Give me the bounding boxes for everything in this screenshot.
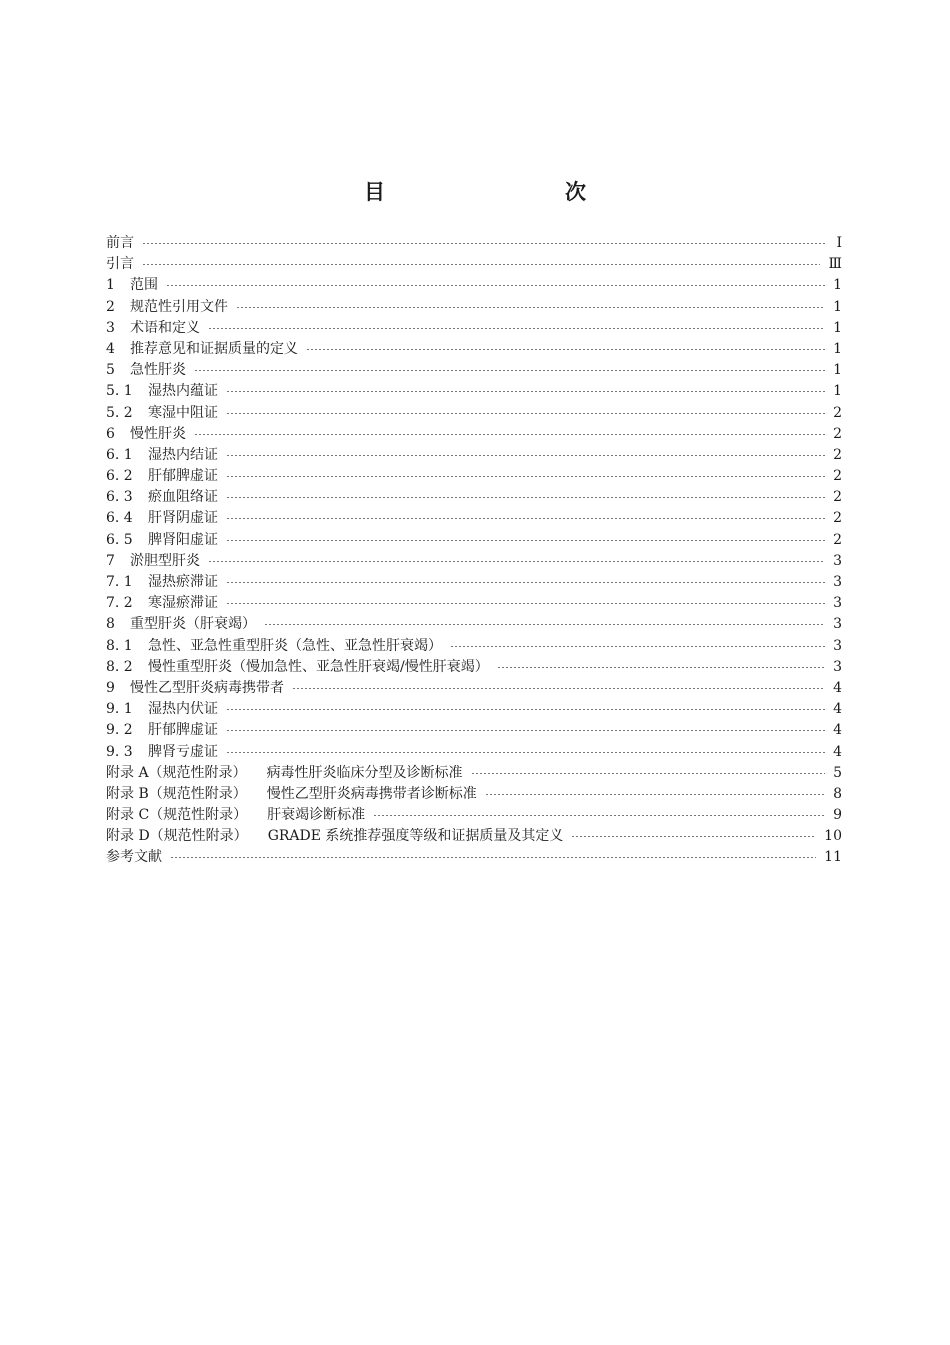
toc-page-number: 2	[833, 468, 842, 485]
toc-entry-title: 慢性重型肝炎（慢加急性、亚急性肝衰竭/慢性肝衰竭）	[148, 658, 489, 675]
toc-entry[interactable]	[106, 636, 842, 657]
toc-entry[interactable]	[106, 233, 842, 254]
toc-entry[interactable]	[106, 381, 842, 402]
toc-entry[interactable]	[106, 657, 842, 678]
dot-leader	[571, 836, 816, 837]
dot-leader	[226, 413, 825, 414]
toc-appendix-label: 附录 D（规范性附录）	[106, 828, 248, 845]
toc-page-number: 1	[833, 362, 842, 379]
toc-page-number: 3	[833, 595, 842, 612]
toc-entry-number: 6	[106, 425, 115, 442]
toc-page-number: 1	[833, 319, 842, 336]
toc-page-number: 4	[833, 679, 842, 696]
dot-leader	[471, 773, 826, 774]
toc-entry-title: 病毒性肝炎临床分型及诊断标准	[266, 764, 463, 781]
toc-page-number: 11	[824, 849, 842, 866]
toc-entry-number: 5. 1	[106, 383, 133, 400]
dot-leader	[226, 476, 825, 477]
toc-page-number: 5	[833, 764, 842, 781]
toc-entry-number: 6. 1	[106, 446, 133, 463]
toc-page-number: 4	[833, 743, 842, 760]
toc-entry-title: 肝郁脾虚证	[148, 468, 218, 485]
toc-entry-title: 寒湿瘀滞证	[148, 595, 218, 612]
dot-leader	[226, 730, 825, 731]
toc-entry-title: 湿热内蕴证	[148, 383, 218, 400]
dot-leader	[264, 624, 825, 625]
dot-leader	[373, 815, 825, 816]
toc-entry-title: 寒湿中阻证	[148, 404, 218, 421]
toc-page-number: 1	[833, 277, 842, 294]
toc-page-number: 10	[824, 828, 842, 845]
toc-entry-number: 9. 3	[106, 743, 133, 760]
dot-leader	[226, 709, 825, 710]
toc-entry-title: 慢性乙型肝炎病毒携带者诊断标准	[266, 785, 477, 802]
toc-entry[interactable]	[106, 487, 842, 508]
dot-leader	[226, 603, 825, 604]
toc-entry[interactable]	[106, 445, 842, 466]
dot-leader	[226, 497, 825, 498]
toc-page-number: 1	[833, 383, 842, 400]
toc-entry-title: 引言	[106, 256, 134, 273]
toc-entry[interactable]	[106, 254, 842, 275]
dot-leader	[208, 328, 825, 329]
toc-page-number: 2	[833, 446, 842, 463]
toc-entry-title: 慢性肝炎	[130, 425, 186, 442]
dot-leader	[208, 561, 825, 562]
toc-entry-number: 7. 2	[106, 595, 133, 612]
dot-leader	[142, 264, 820, 265]
toc-entry[interactable]	[106, 530, 842, 551]
toc-entry-title: 前言	[106, 235, 134, 251]
dot-leader	[485, 794, 825, 795]
toc-entry-title: 急性、亚急性重型肝炎（急性、亚急性肝衰竭）	[148, 637, 442, 654]
toc-page-number: 3	[833, 552, 842, 569]
dot-leader	[226, 518, 825, 519]
dot-leader	[194, 370, 825, 371]
toc-entry-title: GRADE 系统推荐强度等级和证据质量及其定义	[267, 828, 564, 845]
toc-entry-title: 重型肝炎（肝衰竭）	[130, 616, 256, 633]
toc-page-number: 3	[833, 637, 842, 654]
toc-entry-number: 5	[106, 362, 115, 379]
toc-entry-title: 肝衰竭诊断标准	[267, 807, 366, 824]
dot-leader	[194, 434, 825, 435]
toc-entry[interactable]	[106, 572, 842, 593]
dot-leader	[226, 540, 825, 541]
table-of-contents	[106, 233, 842, 869]
dot-leader	[170, 857, 816, 858]
toc-entry[interactable]	[106, 360, 842, 381]
toc-page-number: 3	[833, 574, 842, 590]
toc-entry-title: 术语和定义	[130, 319, 200, 336]
toc-entry-number: 7	[106, 552, 115, 569]
toc-entry[interactable]	[106, 847, 842, 868]
toc-entry-number: 4	[106, 340, 115, 357]
toc-appendix-label: 附录 C（规范性附录）	[106, 807, 248, 824]
toc-entry-number: 6. 4	[106, 510, 133, 527]
toc-entry-number: 3	[106, 319, 115, 336]
toc-page-number: 4	[833, 722, 842, 739]
toc-page-number: Ⅰ	[836, 235, 842, 251]
toc-page-number: 4	[833, 701, 842, 718]
toc-entry-title: 瘀血阻络证	[148, 489, 218, 506]
dot-leader	[306, 349, 825, 350]
toc-entry-number: 6. 2	[106, 468, 133, 485]
toc-entry-title: 急性肝炎	[130, 362, 186, 379]
toc-entry[interactable]	[106, 297, 842, 318]
toc-entry-title: 脾肾亏虚证	[148, 743, 218, 760]
toc-entry-title: 推荐意见和证据质量的定义	[130, 340, 298, 357]
toc-entry[interactable]	[106, 784, 842, 805]
toc-entry[interactable]	[106, 678, 842, 699]
toc-entry[interactable]	[106, 763, 842, 784]
toc-page-number: 2	[833, 404, 842, 421]
toc-entry[interactable]	[106, 742, 842, 763]
toc-appendix-label: 附录 A（规范性附录）	[106, 764, 247, 781]
toc-entry-number: 6. 5	[106, 531, 133, 548]
toc-title: 目 次	[364, 180, 632, 204]
toc-entry[interactable]	[106, 614, 842, 635]
toc-entry-number: 2	[106, 298, 115, 315]
toc-entry[interactable]	[106, 551, 842, 572]
dot-leader	[226, 752, 825, 753]
toc-entry-title: 慢性乙型肝炎病毒携带者	[130, 679, 284, 696]
dot-leader	[166, 285, 825, 286]
toc-page-number: 8	[833, 785, 842, 802]
toc-entry-number: 8. 2	[106, 658, 133, 675]
toc-appendix-label: 附录 B（规范性附录）	[106, 785, 247, 802]
toc-page-number: Ⅲ	[828, 256, 842, 273]
toc-page-number: 3	[833, 616, 842, 633]
toc-entry-title: 淤胆型肝炎	[130, 552, 200, 569]
toc-entry-title: 湿热内结证	[148, 446, 218, 463]
toc-entry-title: 肝肾阴虚证	[148, 510, 218, 527]
dot-leader	[497, 667, 825, 668]
toc-page-number: 2	[833, 531, 842, 548]
toc-entry-number: 6. 3	[106, 489, 133, 506]
toc-entry-number: 5. 2	[106, 404, 133, 421]
toc-entry-title: 肝郁脾虚证	[148, 722, 218, 739]
toc-page-number: 1	[833, 298, 842, 315]
toc-entry[interactable]	[106, 424, 842, 445]
toc-entry[interactable]	[106, 508, 842, 529]
toc-entry[interactable]	[106, 805, 842, 826]
dot-leader	[450, 646, 825, 647]
toc-entry-title: 湿热内伏证	[148, 701, 218, 718]
toc-page-number: 2	[833, 425, 842, 442]
toc-entry[interactable]	[106, 403, 842, 424]
toc-entry[interactable]	[106, 466, 842, 487]
toc-entry[interactable]	[106, 318, 842, 339]
toc-entry-title: 脾肾阳虚证	[148, 531, 218, 548]
dot-leader	[236, 307, 825, 308]
toc-entry[interactable]	[106, 275, 842, 296]
dot-leader	[226, 455, 825, 456]
toc-entry-number: 1	[106, 277, 115, 294]
toc-page-number: 1	[833, 340, 842, 357]
toc-page-number: 9	[833, 807, 842, 824]
toc-entry-title: 湿热瘀滞证	[148, 574, 218, 590]
toc-entry-title: 范围	[130, 277, 158, 294]
toc-entry-title: 参考文献	[106, 849, 162, 866]
toc-entry[interactable]	[106, 720, 842, 741]
toc-entry[interactable]	[106, 826, 842, 847]
toc-entry[interactable]	[106, 699, 842, 720]
toc-entry-number: 8. 1	[106, 637, 133, 654]
toc-entry-number: 9. 1	[106, 701, 133, 718]
toc-page-number: 3	[833, 658, 842, 675]
dot-leader	[142, 243, 826, 244]
toc-entry-title: 规范性引用文件	[130, 298, 228, 315]
dot-leader	[226, 582, 825, 583]
toc-entry-number: 9. 2	[106, 722, 133, 739]
dot-leader	[226, 391, 825, 392]
toc-entry-number: 8	[106, 616, 115, 633]
toc-page-number: 2	[833, 510, 842, 527]
toc-entry-number: 7. 1	[106, 574, 133, 590]
toc-page-number: 2	[833, 489, 842, 506]
toc-entry[interactable]	[106, 339, 842, 360]
toc-entry[interactable]	[106, 593, 842, 614]
toc-entry-number: 9	[106, 679, 115, 696]
dot-leader	[292, 688, 825, 689]
